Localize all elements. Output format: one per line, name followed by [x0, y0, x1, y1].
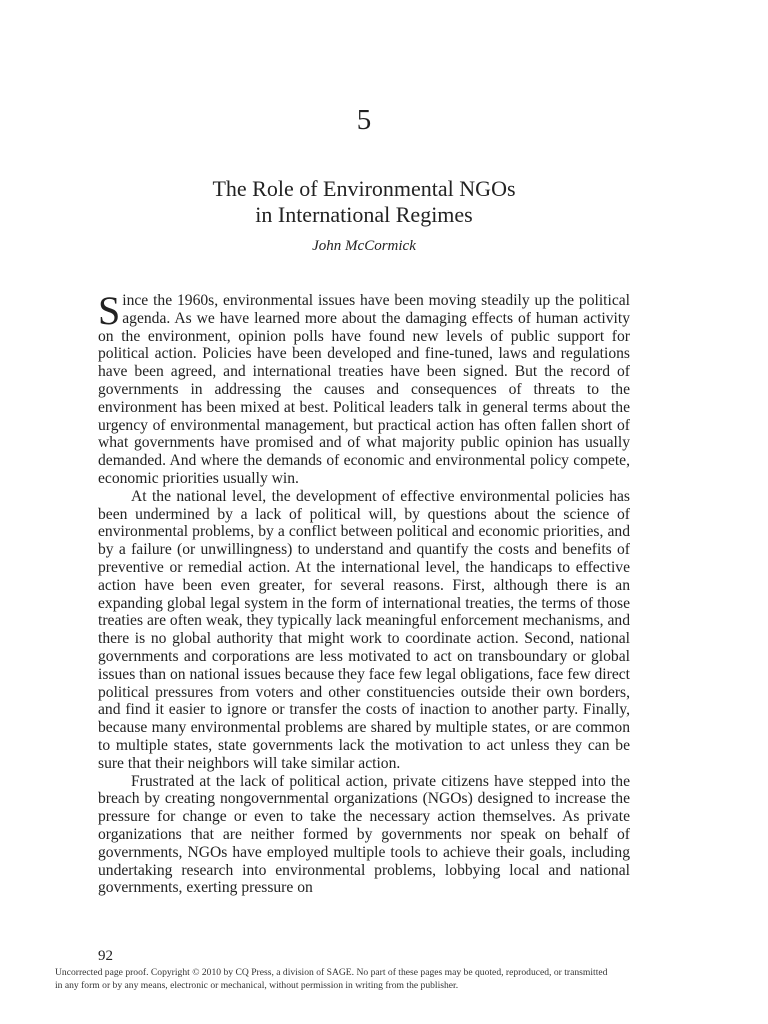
chapter-title-line-1: The Role of Environmental NGOs — [212, 176, 516, 201]
page-number: 92 — [98, 948, 113, 964]
chapter-title — [0, 176, 728, 228]
paragraph-1 — [98, 288, 630, 488]
copyright-footer — [55, 967, 715, 992]
paragraph-3: Frustrated at the lack of political action, private citizens have stepped into the breach by creating nongovernmental organizations (NGOs) designed to increase the pressure for change or even to take the necessary action themselves. As private organizations that are neither formed by governments nor speak on behalf of governments, NGOs have employed multiple tools to achieve their goals, including undertaking research into environmental problems, lobbying local and national governments, exerting pressure on — [98, 772, 630, 897]
chapter-number: 5 — [356, 104, 372, 136]
drop-cap: S — [98, 288, 121, 333]
paragraph-1-text: ince the 1960s, environmental issues have been moving steadily up the political agenda. As we have learned more about the damaging effects of human activity on the environment, opinion polls have found new levels of public support for political action. Policies have been developed and fine-tuned, laws and regulations have been agreed, and international treaties have been signed. But the record of governments in addressing the causes and consequences of threats to the environment has been mixed at best. Political leaders talk in general terms about the urgency of environmental management, but practical action has often fallen short of what governments have promised and of what majority public opinion has usually demanded. And where the demands of economic and environmental policy compete, economic priorities usually win. — [98, 292, 630, 487]
author-name: John McCormick — [312, 238, 416, 254]
chapter-title-line-2: in International Regimes — [255, 202, 473, 227]
copyright-line-2: in any form or by any means, electronic or mechanical, without permission in writing from the publisher. — [55, 979, 459, 991]
copyright-line-1: Uncorrected page proof. Copyright © 2010 by CQ Press, a division of SAGE. No part of these pages may be quoted, reproduced, or transmitted — [55, 967, 608, 978]
paragraph-2: At the national level, the development of effective environmental policies has been undermined by a lack of political will, by questions about the science of environmental problems, by a conflict between political and economic priorities, and by a failure (or unwillingness) to understand and quantify the costs and benefits of preventive or remedial action. At the international level, the handicaps to effective action have been even greater, for several reasons. First, although there is an expanding global legal system in the form of international treaties, the terms of those treaties are often weak, they typically lack meaningful enforcement mechanisms, and there is no global authority that might work to coordinate action. Second, national governments and corporations are less motivated to act on transboundary or global issues than on national issues because they face few legal obligations, face few direct political pressures from voters and other constituencies outside their own borders, and find it easier to ignore or transfer the costs of inaction to another party. Finally, because many environmental problems are shared by multiple states, or are common to multiple states, state governments lack the motivation to act unless they can be sure that their neighbors will take similar action. — [98, 487, 630, 772]
body-text — [98, 288, 630, 897]
